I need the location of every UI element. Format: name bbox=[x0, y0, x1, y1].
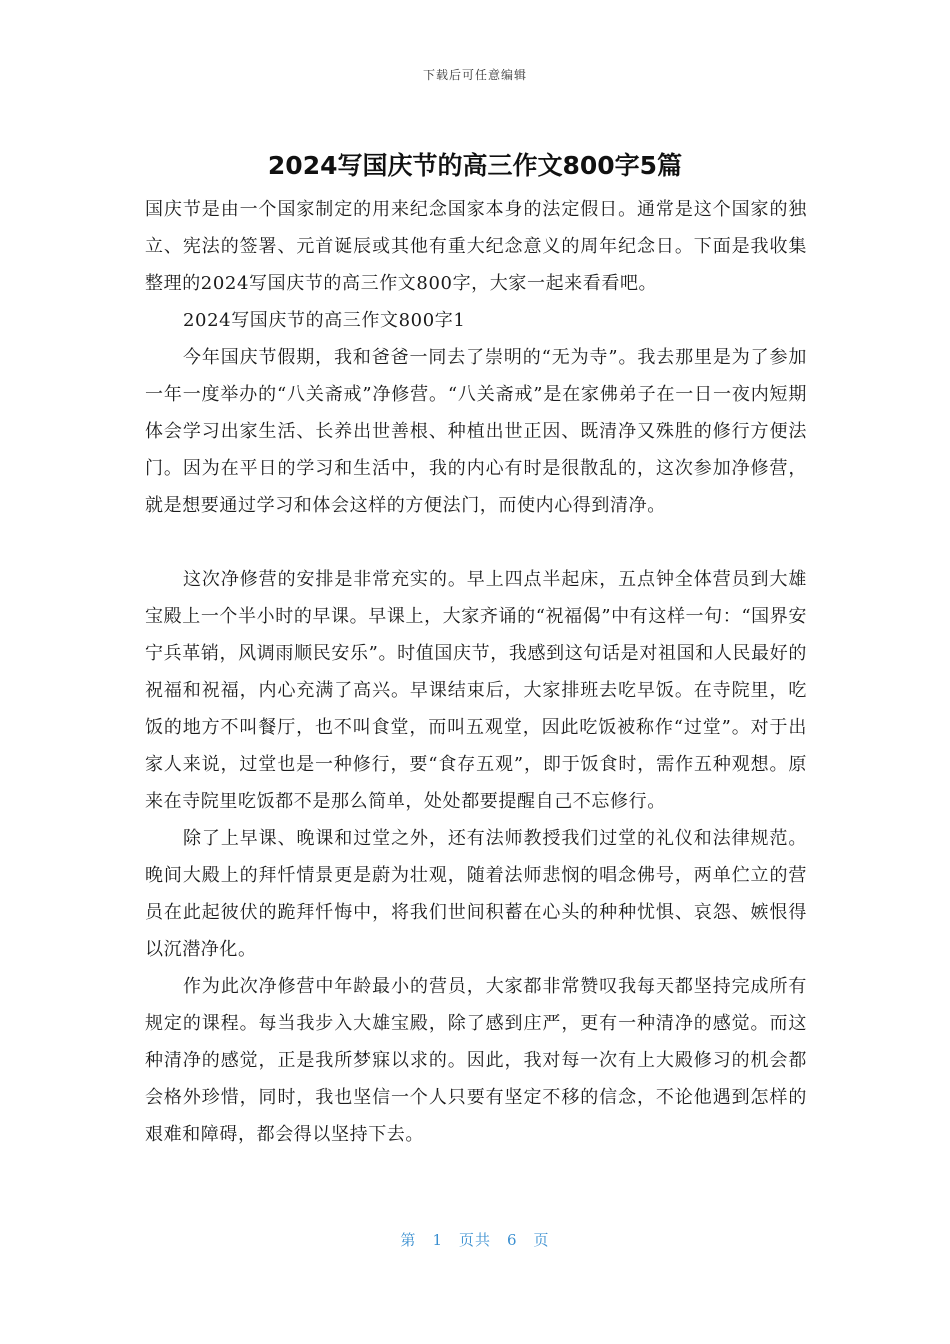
body-paragraph: 作为此次净修营中年龄最小的营员，大家都非常赞叹我每天都坚持完成所有规定的课程。每当我步入大雄宝殿，除了感到庄严，更有一种清净的感觉。而这种清净的感觉，正是我所梦寐以求的。因此，我对每一次有上大殿修习的机会都会格外珍惜，同时，我也坚信一个人只要有坚定不移的信念，不论他遇到怎样的艰难和障碍，都会得以坚持下去。 bbox=[145, 976, 807, 1145]
page-header-note: 下载后可任意编辑 bbox=[422, 68, 527, 82]
document-title: 2024写国庆节的高三作文800字5篇 bbox=[267, 151, 683, 180]
body-paragraph: 除了上早课、晚课和过堂之外，还有法师教授我们过堂的礼仪和法律规范。晚间大殿上的拜忏情景更是蔚为壮观，随着法师悲悯的唱念佛号，两单伫立的营员在此起彼伏的跪拜忏悔中，将我们世间积蓄在心头的种种忧惧、哀怨、嫉恨得以沉潜净化。 bbox=[145, 828, 807, 960]
body-paragraph: 这次净修营的安排是非常充实的。早上四点半起床，五点钟全体营员到大雄宝殿上一个半小时的早课。早课上，大家齐诵的“祝福偈”中有这样一句：“国界安宁兵革销，风调雨顺民安乐”。时值国庆节，我感到这句话是对祖国和人民最好的祝福和祝福，内心充满了高兴。早课结束后，大家排班去吃早饭。在寺院里，吃饭的地方不叫餐厅，也不叫食堂，而叫五观堂，因此吃饭被称作“过堂”。对于出家人来说，过堂也是一种修行，要“食存五观”，即于饭食时，需作五种观想。原来在寺院里吃饭都不是那么简单，处处都要提醒自己不忘修行。 bbox=[145, 569, 807, 812]
essay-heading: 2024写国庆节的高三作文800字1 bbox=[183, 310, 466, 331]
body-paragraph: 今年国庆节假期，我和爸爸一同去了崇明的“无为寺”。我去那里是为了参加一年一度举办的“八关斋戒”净修营。“八关斋戒”是在家佛弟子在一日一夜内短期体会学习出家生活、长养出世善根、种植出世正因、既清净又殊胜的修行方便法门。因为在平日的学习和生活中，我的内心有时是很散乱的，这次参加净修营，就是想要通过学习和体会这样的方便法门，而使内心得到清净。 bbox=[145, 347, 807, 516]
footer-page-number: 1 bbox=[432, 1231, 443, 1249]
footer-suffix: 页 bbox=[533, 1231, 550, 1249]
footer-total-pages: 6 bbox=[507, 1231, 518, 1249]
document-body bbox=[145, 191, 807, 1153]
page-footer bbox=[0, 1229, 950, 1250]
footer-middle: 页共 bbox=[458, 1231, 491, 1249]
footer-prefix: 第 bbox=[400, 1231, 417, 1249]
intro-paragraph: 国庆节是由一个国家制定的用来纪念国家本身的法定假日。通常是这个国家的独立、宪法的签署、元首诞辰或其他有重大纪念意义的周年纪念日。下面是我收集整理的2024写国庆节的高三作文800字，大家一起来看看吧。 bbox=[145, 199, 807, 294]
